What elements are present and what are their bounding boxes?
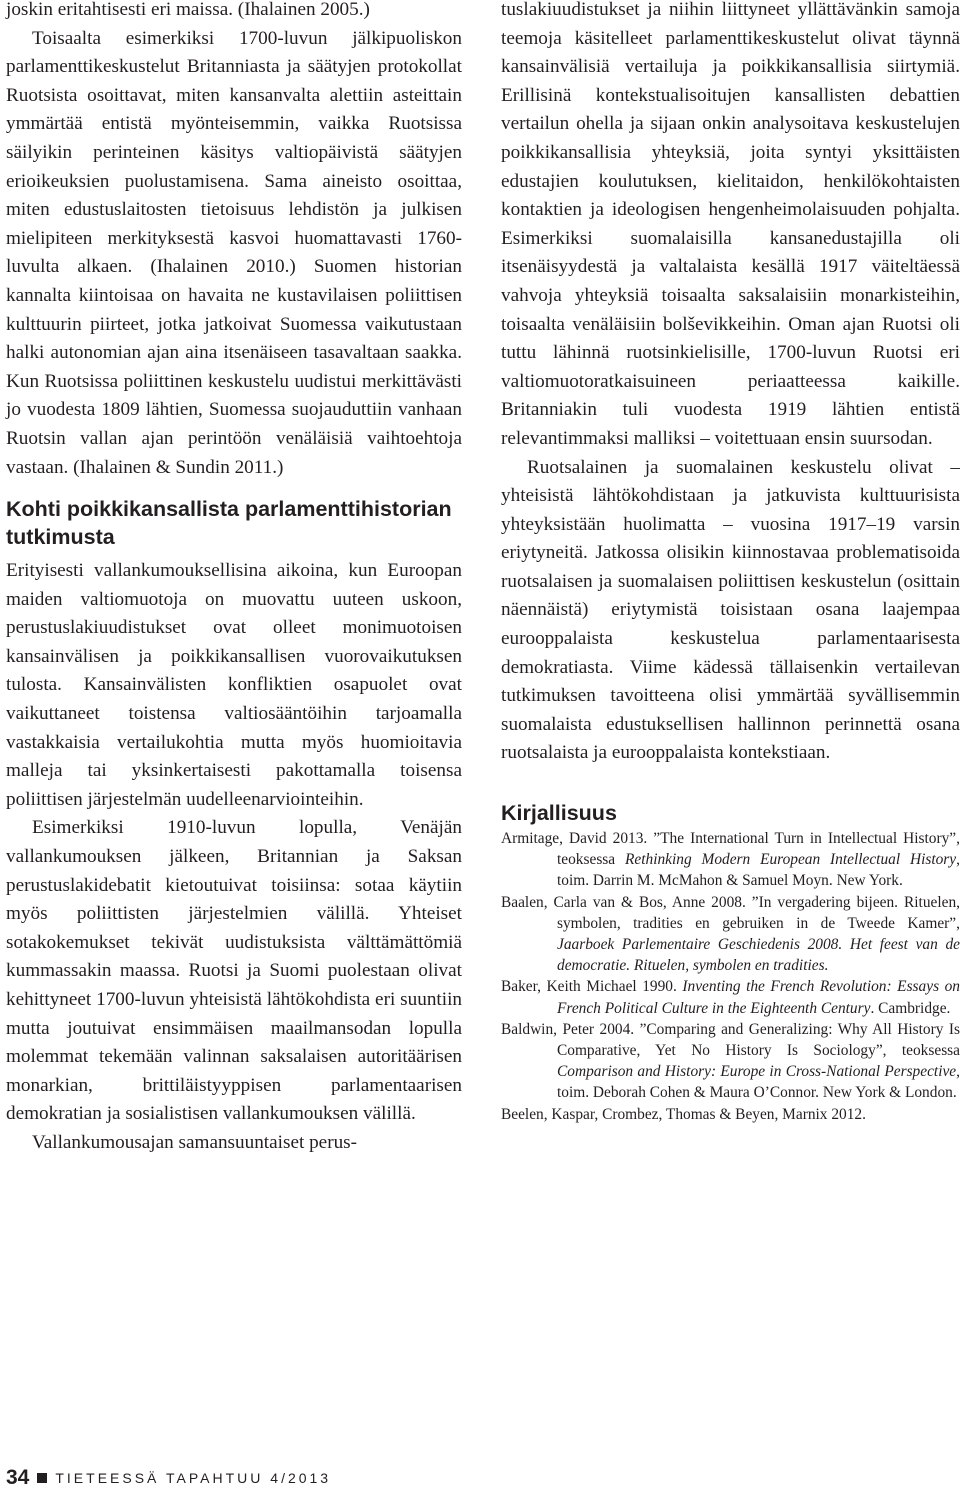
paragraph: joskin eritahtisesti eri maissa. (Ihalainen 2005.)	[6, 0, 370, 20]
left-column	[6, 0, 462, 1158]
reference-text: , toim. Darrin M. McMahon & Samuel Moyn. New York.	[557, 851, 960, 890]
square-bullet-icon	[37, 1473, 47, 1483]
references-heading: Kirjallisuus	[501, 801, 617, 826]
paragraph: tuslakiuudistukset ja niihin liittyneet yllättävänkin samoja teemoja käsitelleet parlamenttikeskustelut olivat täynnä kansainvälisiä vertailuja ja poikkikansallisia siirtymiä. Erillisinä kontekstualisoitujen kansallisten debattien vertailun ohella ja sijaan onkin analysoitava keskustelujen poikkikansallisia yhteyksiä, joita syntyi yksittäisten edustajien koulutuksen, kielitaidon, henkilökohtaisten kontaktien ja ideologisen hengenheimolaisuuden pohjalta. Esimerkiksi suomalaisilla kansanedustajilla oli itsenäisyydestä ja valtalaista kesällä 1917 väiteltäessä vahvoja yhteyksiä toisaalta saksalaisiin monarkisteihin, toisaalta venäläisiin bolševikkeihin. Oman ajan Ruotsi oli tuttu lähinnä ruotsinkielisille, 1700-luvun Ruotsi eri valtiomuotoratkaisuineen periaatteessa kaikille. Britanniakin tuli vuodesta 1919 lähtien entistä relevantimmaksi malliksi – voitettuaan ensin suursodan.	[501, 0, 960, 449]
reference-entry	[501, 828, 960, 892]
journal-title: TIETEESSÄ TAPAHTUU 4/2013	[55, 1470, 332, 1486]
reference-text: Baldwin, Peter 2004. ”Comparing and Generalizing: Why All History Is Comparative, Yet No History Is Sociology”, teoksessa	[501, 1020, 960, 1060]
reference-text: Beelen, Kaspar, Crombez, Thomas & Beyen, Marnix 2012.	[501, 1105, 866, 1123]
paragraph: Toisaalta esimerkiksi 1700-luvun jälkipuoliskon parlamenttikeskustelut Britanniasta ja säätyjen protokollat Ruotsista osoittavat, miten kansanvalta alettiin asteittain ymmärtää entistä myönteisemmin, vaikka Ruotsissa säilyikin perinteinen käsitys valtiopäivistä säätyjen erioikeuksien puolustamisena. Sama aineisto osoittaa, miten edustuslaitosten tietoisuus lehdistön ja julkisen mielipiteen merkityksestä kasvoi huomattavasti 1760-luvulta alkaen. (Ihalainen 2010.) Suomen historian kannalta kiintoisaa on havaita ne kustavilaisen poliittisen kulttuurin piirteet, jotka jatkoivat Suomessa vaikutustaan halki autonomian ajan aina itsenäiseen tasavaltaan saakka. Kun Ruotsissa poliittinen keskustelu uudistui merkittävästi jo vuodesta 1809 lähtien, Suomessa suojauduttiin vanhaan Ruotsin vallan ajan perintöön venäläisiä vaihtoehtoja vastaan. (Ihalainen & Sundin 2011.)	[6, 27, 462, 478]
reference-title: Comparison and History: Europe in Cross-National Perspective	[557, 1063, 957, 1081]
reference-title: Jaarboek Parlementaire Geschiedenis 2008. Het feest van de democratie. Rituelen, symbolen en tradities.	[557, 936, 960, 975]
right-column	[501, 0, 960, 1125]
page-number: 34	[6, 1466, 30, 1489]
page-footer	[6, 1466, 331, 1490]
paragraph: Erityisesti vallankumouksellisina aikoina, kun Euroopan maiden valtiomuotoja on muovattu uuteen uskoon, perustuslakiuudistukset ovat olleet monimuotoisen kansainvälisen ja poikkikansallisen vuorovaikutuksen tulosta. Kansainvälisten konfliktien osapuolet ovat vaikuttaneet toistensa valtiosääntöihin tarjoamalla vastakkaisia vertailukohtia mutta myös huomioitavia malleja tai yksinkertaisesti pakottamalla toisensa poliittisen järjestelmän uudelleenarviointeihin.	[6, 560, 462, 810]
reference-title: Rethinking Modern European Intellectual History	[624, 851, 957, 869]
reference-text: Baker, Keith Michael 1990.	[501, 978, 683, 996]
paragraph: Ruotsalainen ja suomalainen keskustelu olivat – yhteisistä lähtökohdistaan ja jatkuvista kulttuurisista yhteyksistään huolimatta – vuosina 1917–19 varsin eriytyneitä. Jatkossa olisikin kiinnostavaa problematisoida ruotsalaisen ja suomalaisen poliittisen keskustelun (osittain näennäistä) eriytymistä toisistaan osana laajempaa eurooppalaista keskustelua parlamentaarisesta demokratiasta. Viime kädessä tällaisenkin vertailevan tutkimuksen tavoitteena olisi ymmärtää syvällisemmin suomalaista edustuksellisen hallinnon perinnettä osana ruotsalaista ja eurooppalaista kontekstiaan.	[501, 456, 960, 764]
reference-entry	[501, 976, 960, 1018]
reference-text: Baalen, Carla van & Bos, Anne 2008. ”In vergadering bijeen. Rituelen, symbolen, tradities en gebruiken in de Tweede Kamer”,	[501, 893, 960, 932]
reference-title: Inventing the French Revolution: Essays on French Political Culture in the Eighteenth Century	[557, 978, 960, 1017]
reference-list	[501, 828, 960, 1125]
section-heading: Kohti poikkikansallista parlamenttihistorian tutkimusta	[6, 497, 452, 550]
reference-entry	[501, 1104, 960, 1125]
paragraph: Vallankumousajan samansuuntaiset perus-	[32, 1131, 358, 1153]
reference-text: , toim. Deborah Cohen & Maura O’Connor. New York & London.	[557, 1063, 960, 1102]
reference-text: Armitage, David 2013. ”The International Turn in Intellectual History”, teoksessa	[501, 830, 960, 869]
reference-text: . Cambridge.	[870, 999, 951, 1017]
reference-entry	[501, 1019, 960, 1104]
paragraph: Esimerkiksi 1910-luvun lopulla, Venäjän vallankumouksen jälkeen, Britannian ja Saksan perustuslakidebatit kietoutuivat toisiinsa: sotaa käytiin myös poliittisten järjestelmien välillä. Yhteiset sotakokemukset tekivät uudistuksista välttämättömiä kummassakin maassa. Ruotsi ja Suomi puolestaan olivat kehittyneet 1700-luvun yhteisistä lähtökohdista eri suuntiin mutta joutuivat ensimmäisen maailmansodan lopulla molemmat tekemään valinnan saksalaisen autoritäärisen monarkian, brittiläistyyppisen parlamentaarisen demokratian ja sosialistisen vallankumouksen välillä.	[6, 817, 462, 1125]
reference-entry	[501, 892, 960, 977]
